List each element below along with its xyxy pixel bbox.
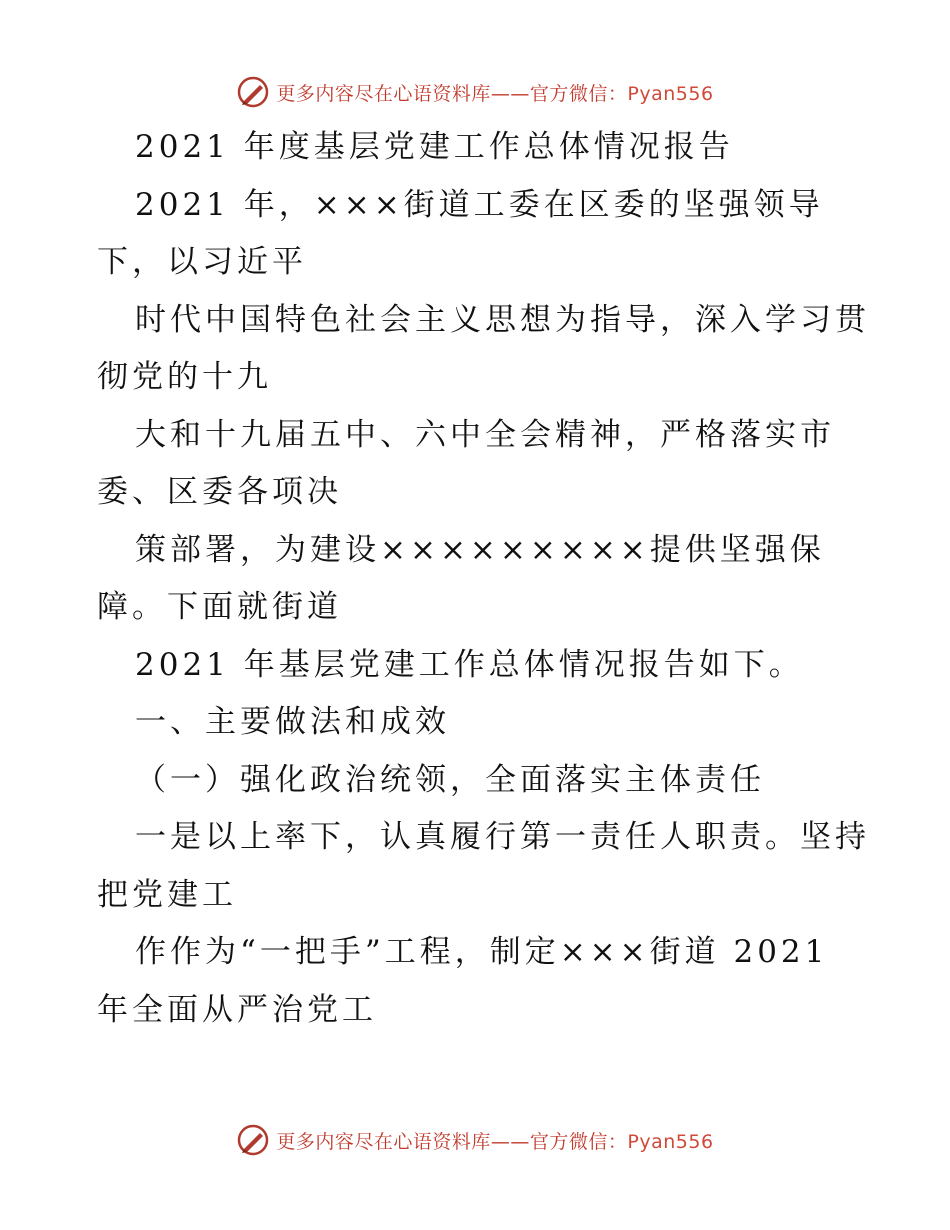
doc-title: 2021 年度基层党建工作总体情况报告 — [135, 129, 734, 165]
paragraph-line: 一是以上率下，认真履行第一责任人职责。坚持 — [135, 819, 870, 855]
section-heading: 一、主要做法和成效 — [135, 704, 450, 740]
paragraph-line: 策部署，为建设×××××××××提供坚强保 — [135, 531, 825, 568]
paragraph-line: 2021 年基层党建工作总体情况报告如下。 — [135, 646, 804, 683]
paragraph-line: 2021 年，×××街道工委在区委的坚强领导 — [135, 186, 824, 223]
wechat-id: Pyan556 — [627, 82, 714, 105]
document-body — [97, 119, 870, 1039]
paragraph-line: 障。下面就街道 — [97, 589, 342, 625]
paragraph-line: 委、区委各项决 — [97, 474, 342, 510]
banner-text: 更多内容尽在心语资料库——官方微信：Pyan556 — [276, 1130, 714, 1153]
paragraph-line: 大和十九届五中、六中全会精神，严格落实市 — [135, 416, 835, 453]
pen-logo-icon — [236, 1123, 270, 1157]
paragraph-line: 年全面从严治党工 — [97, 991, 377, 1028]
paragraph-line: 时代中国特色社会主义思想为指导，深入学习贯 — [135, 301, 870, 338]
subsection-heading: （一）强化政治统领，全面落实主体责任 — [135, 761, 765, 798]
header-banner — [0, 72, 950, 112]
paragraph-line: 作作为“一把手”工程，制定×××街道 2021 — [135, 934, 829, 970]
pen-logo-icon — [236, 75, 270, 109]
wechat-id: Pyan556 — [627, 1130, 714, 1153]
footer-banner — [0, 1120, 950, 1160]
paragraph-line: 彻党的十九 — [97, 359, 272, 395]
banner-text: 更多内容尽在心语资料库——官方微信：Pyan556 — [276, 82, 714, 105]
paragraph-line: 把党建工 — [97, 876, 237, 913]
paragraph-line: 下，以习近平 — [97, 244, 307, 280]
